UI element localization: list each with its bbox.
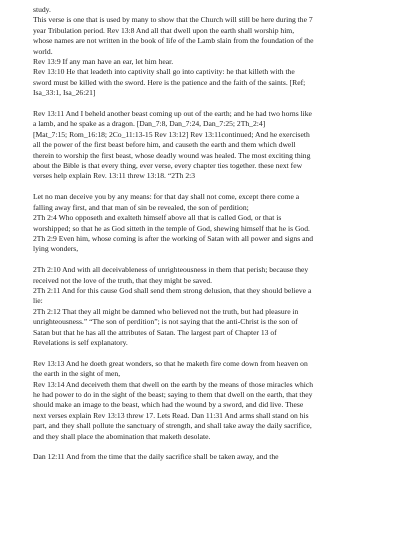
paragraph-gap [33,182,393,192]
text-line: lying wonders, [33,244,79,254]
text-line: the earth in the sight of men, [33,369,121,379]
text-line: sword must be killed with the sword. Here is the patience and the faith of the saints. [Ref; [33,77,306,87]
text-line: Rev 13:13 And he doeth great wonders, so that he maketh fire come down from heaven on [33,358,308,368]
paragraph-gap [33,348,393,358]
text-line: [Mat_7:15; Rom_16:18; 2Co_11:13-15 Rev 13:12] Rev 13:11continued; And he exerciseth [33,129,310,139]
text-line: Isa_33:1, Isa_26:21] [33,88,96,98]
text-line: Rev 13:10 He that leadeth into captivity shall go into captivity: he that killeth with the [33,67,295,77]
text-line: Let no man deceive you by any means: for that day shall not come, except there come a [33,192,300,202]
text-line: 2Th 2:10 And with all deceivableness of unrighteousness in them that perish; because they [33,265,309,275]
document-page [33,5,393,463]
text-line: unrighteousness.” “The son of perdition”; is not saying that the anti-Christ is the son of [33,317,298,327]
text-line: verses help explain Rev. 13:11 threw 13:18. “2Th 2:3 [33,171,196,181]
text-line: study. [33,5,51,14]
text-line: and they shall place the abomination that maketh desolate. [33,431,211,441]
text-line: 2Th 2:4 Who opposeth and exalteth himself above all that is called God, or that is [33,213,282,223]
text-line: next verses explain Rev 13:13 threw 17. Lets Read. Dan 11:31 And arms shall stand on his [33,410,309,420]
text-line: Dan 12:11 And from the time that the daily sacrifice shall be taken away, and the [33,452,279,462]
text-line: a lamb, and he spake as a dragon. [Dan_7:8, Dan_7:24, Dan_7:25; 2Th_2:4] [33,119,266,129]
paragraph-gap [33,255,393,265]
text-line: world. [33,46,53,56]
text-line: worshipped; so that he as God sitteth in the temple of God, shewing himself that he is God. [33,223,310,233]
text-line: 2Th 2:12 That they all might be damned who believed not the truth, but had pleasure in [33,306,299,316]
text-line: Rev 13:9 If any man have an ear, let him hear. [33,57,174,67]
text-line: 2Th 2:11 And for this cause God shall send them strong delusion, that they should believe a [33,285,312,295]
paragraph-2th-2-3 [33,192,393,254]
text-line: should make an image to the beast, which had the wound by a sword, and did live. These [33,400,304,410]
text-line: Revelations is self explanatory. [33,337,128,347]
text-line: all the power of the first beast before him, and causeth the earth and them which dwell [33,140,296,150]
text-line: about the Bible is that every thing, ever verse, every chapter ties together. these next few [33,161,303,171]
text-line: This verse is one that is used by many to show that the Church will still be here during the 7 [33,15,313,25]
paragraph-dan-12-11 [33,452,393,462]
text-line: received not the love of the truth, that they might be saved. [33,275,213,285]
text-line: Rev 13:11 And I beheld another beast coming up out of the earth; and he had two horns like [33,109,312,119]
text-line: Satan but that he has all the attributes of Satan. The largest part of Chapter 13 of [33,327,277,337]
text-line: whose names are not written in the book of life of the Lamb slain from the foundation of the [33,36,314,46]
paragraph-rev-13-11 [33,109,393,182]
text-line: falling away first, and that man of sin be revealed, the son of perdition; [33,202,249,212]
text-line: therein to worship the first beast, whose deadly wound was healed. The most exciting thing [33,150,311,160]
text-line: 2Th 2:9 Even him, whose coming is after the working of Satan with all power and signs and [33,233,314,243]
text-line: year Tribulation period. Rev 13:8 And all that dwell upon the earth shall worship him, [33,25,295,35]
paragraph-gap [33,442,393,452]
paragraph-rev-13-8 [33,5,393,99]
text-line: lie: [33,296,43,306]
text-line: part, and they shall pollute the sanctuary of strength, and shall take away the daily sacrifice, [33,421,312,431]
text-line: Rev 13:14 And deceiveth them that dwell on the earth by the means of those miracles which [33,379,314,389]
paragraph-rev-13-13 [33,359,393,442]
paragraph-gap [33,99,393,109]
paragraph-2th-2-10 [33,265,393,348]
text-line: he had power to do in the sight of the beast; saying to them that dwell on the earth, that they [33,389,313,399]
